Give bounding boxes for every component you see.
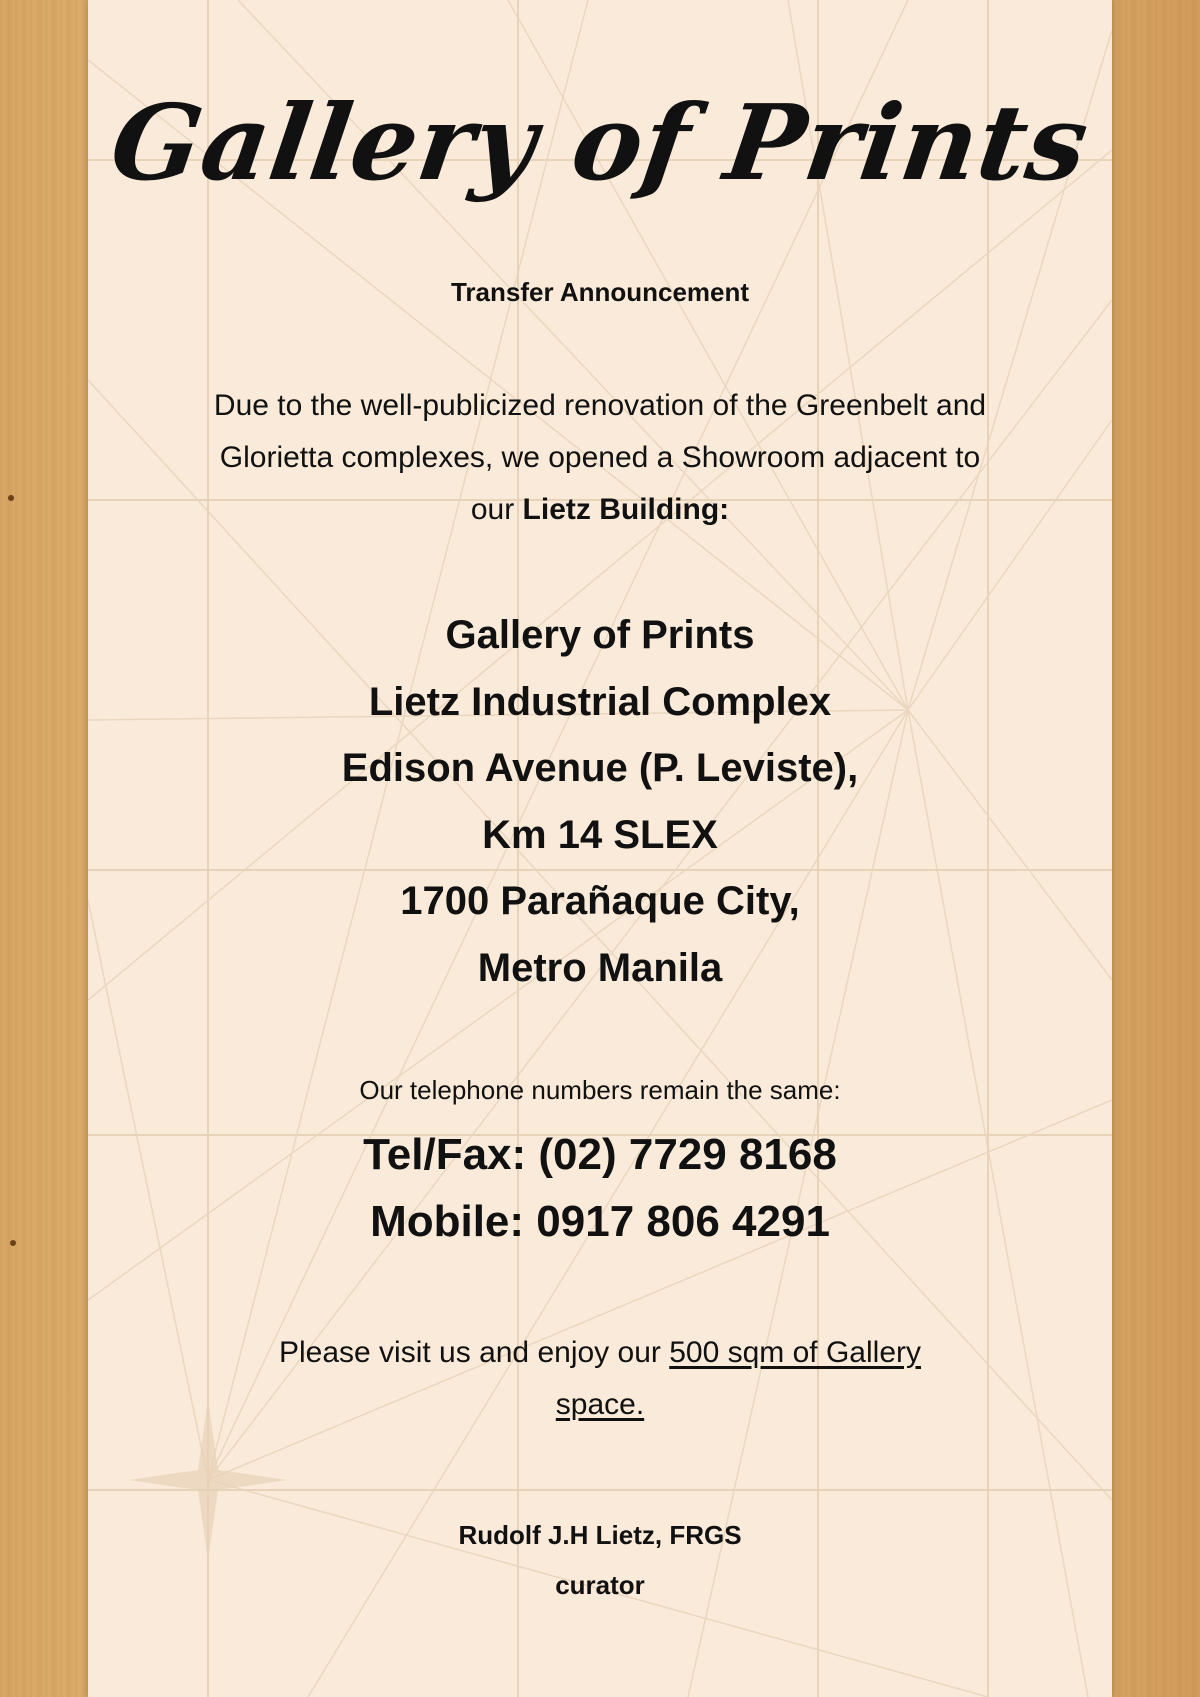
intro-bold-text: Lietz Building: xyxy=(522,493,730,526)
address-line: Gallery of Prints xyxy=(445,613,755,657)
address-line: Metro Manila xyxy=(477,945,723,990)
page-title: Gallery of Prints xyxy=(104,81,1097,204)
curator-name: Rudolf J.H Lietz, FRGS xyxy=(458,1520,742,1550)
wood-knot-icon xyxy=(10,1240,16,1246)
wood-knot-icon xyxy=(8,495,14,501)
address-line: Edison Avenue (P. Leviste), xyxy=(341,746,859,790)
wood-background-left xyxy=(0,0,88,1697)
address-line: 1700 Parañaque City, xyxy=(400,879,800,923)
curator-role: curator xyxy=(555,1570,645,1600)
visit-paragraph xyxy=(250,1327,950,1431)
announcement-content xyxy=(88,0,1112,1697)
address-line: Km 14 SLEX xyxy=(482,812,718,857)
announcement-subtitle: Transfer Announcement xyxy=(450,277,750,307)
intro-text: Due to the well-publicized renovation of the Greenbelt and Glorietta complexes, we opened a Showroom adjacent to our xyxy=(213,389,987,526)
wood-background-right xyxy=(1112,0,1200,1697)
announcement-paper xyxy=(88,0,1112,1697)
tel-fax-number: Tel/Fax: (02) 7729 8168 xyxy=(363,1130,837,1179)
mobile-number: Mobile: 0917 806 4291 xyxy=(370,1197,830,1246)
gallery-space-link[interactable]: 500 sqm of Gallery space. xyxy=(555,1336,921,1421)
visit-text: Please visit us and enjoy our xyxy=(278,1336,661,1369)
intro-paragraph xyxy=(200,380,1000,536)
phones-note: Our telephone numbers remain the same: xyxy=(359,1075,841,1105)
address-line: Lietz Industrial Complex xyxy=(368,679,832,724)
address-block xyxy=(150,602,1050,1001)
